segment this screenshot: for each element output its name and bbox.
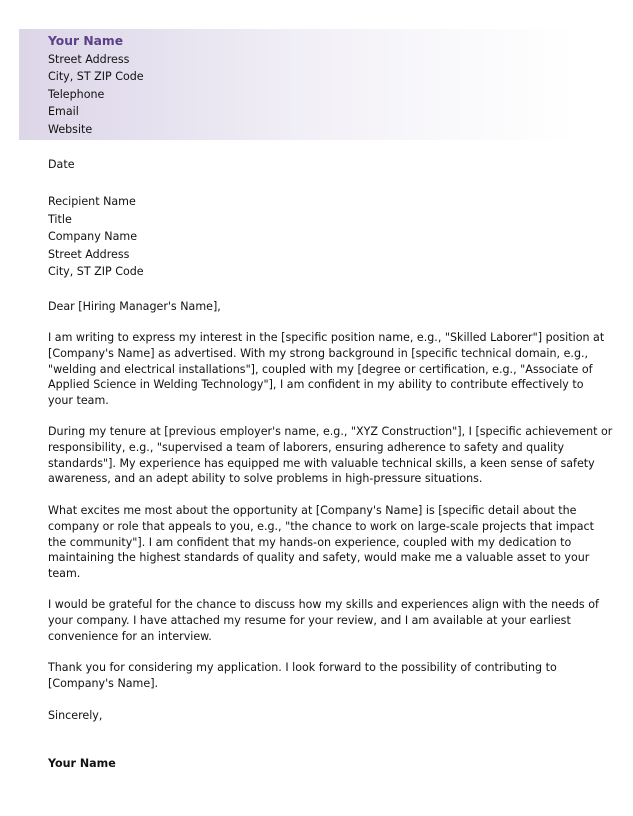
signature-name: Your Name [48,757,116,770]
sender-city: City, ST ZIP Code [48,70,144,84]
paragraph-line: "welding and electrical installations"], coupled with my [degree or certification, e.g., "Associate of [48,362,593,376]
body-paragraph [48,424,613,487]
sender-name: Your Name [48,34,124,48]
paragraph-line: What excites me most about the opportunity at [Company's Name] is [specific detail about the [48,504,577,517]
recipient-name: Recipient Name [48,195,136,208]
paragraph-line: convenience for an interview. [48,629,212,643]
sender-email: Email [48,105,79,119]
paragraph-line: awareness, and an adept ability to solve problems in high-pressure situations. [48,472,483,486]
body-paragraph [48,660,593,692]
salutation-block [48,298,593,316]
sender-website: Website [48,122,93,136]
paragraph-line: Applied Science in Welding Technology"], I am confident in my ability to contribute effectively to [48,378,584,392]
paragraph-line: team. [48,567,81,581]
recipient-title: Title [48,212,72,226]
paragraph-3 [48,503,593,582]
paragraph-line: the community"]. I am confident that my hands-on experience, coupled with my dedication to [48,535,572,549]
sender-telephone: Telephone [48,87,105,101]
paragraph-1 [48,330,605,409]
paragraph-line: standards"]. My experience has equipped me with valuable technical skills, a keen sense of safety [48,456,595,470]
body-paragraph [48,330,605,409]
paragraph-line: responsibility, e.g., "supervised a team of laborers, ensuring adherence to safety and quality [48,440,565,454]
body-paragraph [48,503,593,582]
paragraph-4 [48,597,599,644]
paragraph-line: [Company's Name] as advertised. With my strong background in [specific technical domain, e.g., [48,346,589,360]
recipient-street: Street Address [48,247,130,261]
paragraph-line: I would be grateful for the chance to discuss how my skills and experiences align with the needs of [48,598,599,611]
paragraph-2 [48,424,613,487]
paragraph-line: your team. [48,394,109,408]
sender-street: Street Address [48,52,130,66]
salutation: Dear [Hiring Manager's Name], [48,300,221,313]
letter-date: Date [48,158,75,171]
recipient-block [48,193,593,281]
signature-block [48,755,593,773]
paragraph-line: Thank you for considering my application. I look forward to the possibility of contributing to [48,661,557,674]
paragraph-line: [Company's Name]. [48,676,159,690]
sender-block [48,33,144,139]
paragraph-line: your company. I have attached my resume for your review, and I am available at your earliest [48,613,571,627]
paragraph-line: I am writing to express my interest in the [specific position name, e.g., "Skilled Laborer"] position at [48,331,605,344]
paragraph-5 [48,660,593,692]
recipient-company: Company Name [48,230,138,244]
paragraph-line: maintaining the highest standards of quality and safety, would make me a valuable asset to your [48,551,590,565]
date-block [48,156,593,174]
body-paragraph [48,597,599,644]
closing-block [48,707,593,725]
recipient-city: City, ST ZIP Code [48,265,144,279]
paragraph-line: During my tenure at [previous employer's name, e.g., "XYZ Construction"], I [specific achievement or [48,425,613,438]
paragraph-line: company or role that appeals to you, e.g., "the chance to work on large-scale projects that impact [48,519,594,533]
closing: Sincerely, [48,709,103,722]
